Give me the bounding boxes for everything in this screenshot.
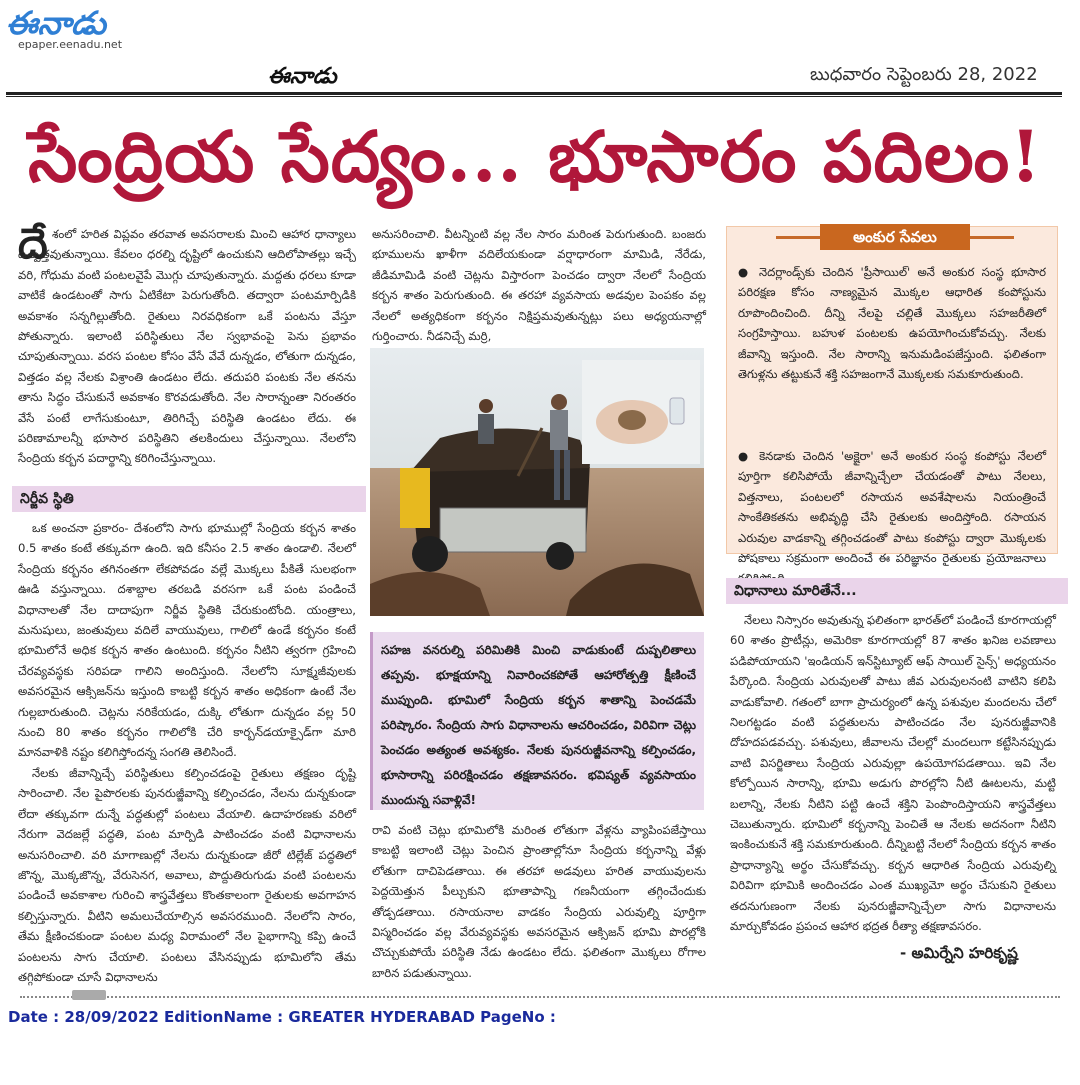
publication-date: బుధవారం సెప్టెంబరు 28, 2022 [810,64,1038,85]
byline: - అమిర్నేని హరికృష్ణ [900,944,1018,962]
logo-text: ఈనాడు [6,4,106,42]
header-rule-thin [6,96,1062,97]
paper-name: ఈనాడు [268,64,337,89]
subhead-vidhanalu: విధానాలు మారితేనే... [726,578,1068,604]
site-url[interactable]: epaper.eenadu.net [18,38,123,51]
header-rule [6,92,1062,95]
subhead-nirjiva: నిర్జీవ స్థితి [12,486,366,512]
pull-quote: సహజ వనరుల్ని పరిమితికి మించి వాడుకుంటే దుష్పలితాలు తప్పవు. భూక్షయాన్ని నివారించకపోతే ఆహారోత్పత్తి క్షీణించే ముప్పుంది. భూమిలో సేంద్రియ కర్బన శాతాన్ని పెంచడమే పరిష్కారం. సేంద్రియ సాగు విధానాలను ఆచరించడం, విరివిగా చెట్లు పెంచడం అత్యంత అవశ్యకం. నేలకు పునరుజ్జీవనాన్ని కల్పించడం, భూసారాన్ని పరిరక్షించడం తక్షణావసరం. భవిష్యత్ వ్యవసాయం ముందున్న సవాళ్లివే! [370,632,704,810]
column-2-top [372,224,706,342]
scroll-handle[interactable] [72,990,106,1000]
column-1-body [18,518,356,984]
body-paragraph: నేలకు జీవాన్నిచ్చే పరిస్థితులు కల్పించడంపై రైతులు తక్షణం దృష్టి సారించాలి. నేల పైపొరలకు పునరుజ్జీవాన్ని కల్పించడం, నేలను దున్నకుండా లేదా తక్కువగా దున్నే పద్ధతుల్లో పంటలు వేయాలి. ఉదాహరణకు వరిలో నేరుగా వెదజల్లే పద్ధతి, పంట మార్పిడి పాటించడం వంటి విధానాలను అనుసరించాలి. వరి మాగాణుల్లో నేలను దున్నకుండా జీరో టిల్లేజ్ పద్ధతిలో జొన్న, మొక్కజొన్న, వేరుసెనగ, అవాలు, పొద్దుతిరుగుడు వంటి పంటలను పండించే అవకాశాల గురించి శాస్త్రవేత్తలు కొంతకాలంగా రైతులకు అవగాహన కల్పిస్తున్నారు. వీటిని అమలుచేయాల్సిన అవసరముంది. నేలలోని సారం, తేమ క్షీణించకుండా పంటల మధ్య విరామంలో నేల పైభాగాన్ని కప్పి ఉంచే పంటలను సాగు చేయాలి. పంటలు వేసినప్పుడు భూమిలోని తేమ తగ్గిపోకుండా చూసే విధానాలను [18,765,356,984]
article-photo [370,348,704,616]
page-divider [20,996,1060,998]
edition-footer: Date : 28/09/2022 EditionName : GREATER HYDERABAD PageNo : [8,1008,556,1026]
column-2-bottom [372,820,706,980]
body-paragraph: రావి వంటి చెట్లు భూమిలోకి మరింత లోతుగా వేళ్లను వ్యాపింపజేస్తాయి కాబట్టి ఇలాంటి చెట్లు పెంచిన ప్రాంతాల్లోనూ సేంద్రియ కర్బనాన్ని వేళ్లు లోతుగా దాచిపెడతాయి. ఈ తరహా అడవులు హరిత వాయువులను పెద్దయెత్తున పీల్చుకుని భూతాపాన్ని గణనీయంగా తగ్గించేందుకు తోడ్పడతాయి. రసాయనాల వాడకం సేంద్రియ ఎరువుల్ని పూర్తిగా విస్మరించడం వల్ల వేరువ్యవస్థకు అవసరమైన ఆక్సిజన్ భూమి పొరల్లోకి చొచ్చుకుపోయే పరిస్థితి నేడు ఉండటం లేదు. ఫలితంగా మొక్కలు రోగాల బారిన పడుతున్నాయి. [372,823,706,980]
article-headline: సేంద్రియ సేద్యం... భూసారం పదిలం! [28,115,1042,198]
body-paragraph: అనుసరించాలి. వీటన్నింటి వల్ల నేల సారం మరింత పెరుగుతుంది. బంజరు భూములను ఖాళీగా వదిలేయకుండా వర్షాధారంగా మామిడి, నేరేడు, జీడిమామిడి వంటి చెట్లను విస్తారంగా పెంచడం ద్వారా నేలలో సేంద్రియ కర్బన శాతం పెరుగుతుంది. ఈ తరహా వ్యవసాయ అడవుల పెంపకం వల్ల నేలలో అత్యధికంగా కర్బనం నిక్షిప్తమవుతున్నట్లు పలు అధ్యయనాల్లో గుర్తించారు. నీడనిచ్చే మర్రి, [372,227,706,344]
box-item-1: ● నెదర్లాండ్స్‌కు చెందిన 'ప్రీసాయిల్' అనే అంకుర సంస్థ భూసార పరిరక్షణ కోసం నాణ్యమైన మొక్కల ఆధారిత కంపోస్టును రూపొందించింది. దీన్ని నేలపై చల్లితే మొక్కలు సహజరీతిలో సంగ్రహిస్తాయి. బహుళ పంటలకు ఉపయోగించుకోవచ్చు. నేలకు జీవాన్ని ఇస్తుంది. నేల సారాన్ని ఇనుమడింపజేస్తుంది. ఫలితంగా తెగుళ్లను తట్టుకునే శక్తి సహజంగానే మొక్కలకు సమకూరుతుంది. [738,265,1046,382]
body-paragraph: నేలలు నిస్సారం అవుతున్న ఫలితంగా భారత్‌లో పండించే కూరగాయల్లో 60 శాతం ప్రొటీన్లు, అమెరికా కూరగాయల్లో 87 శాతం ఖనిజ లవణాలు పడిపోయాయని 'ఇండియన్ ఇన్‌స్టిట్యూట్ ఆఫ్ సాయిల్ సైన్స్' అధ్యయనం పేర్కొంది. సేంద్రియ ఎరువులతో పాటు జీవ ఎరువులనంటి వాటిని కలిపి వాడుకోవాలి. గతంలో బాగా ప్రాచుర్యంలో ఉన్న పశువుల మందలను చేలో నిలగట్టడం వంటి పద్ధతులను పాటించడం నేల పునరుజ్జీవానికి దోహదపడవచ్చు. పశువులు, జీవాలను చేలల్లో మందలుగా కట్టేసినప్పుడు వాటి విసర్జితాలు సేంద్రియ ఎరువుల్లా ఉపయోగపడతాయి. ఇవి నేల కోల్పోయిన సారాన్ని, భూమి అడుగు పొరల్లోని నీటి ఊటలను, మట్టి బలాన్ని, నేలకు నీటిని పట్టి ఉంచే శక్తిని పెంపొందిస్తాయని శాస్త్రవేత్తలు చెబుతున్నారు. భూమిలో కర్బనాన్ని పెంచితే ఆ నేలకు అదనంగా నీటిని ఇంకించుకునే శక్తి సమకూరుతుంది. దీన్నిబట్టి నేలలో సేంద్రియ కర్బన శాతం ప్రాధాన్యాన్ని అర్థం చేసుకోవచ్చు. కర్బన ఆధారిత సేంద్రియ ఎరువుల్ని విరివిగా భూమికి అందించడం ఎంత ముఖ్యమో అర్థం చేసుకుని రైతులు తదనుగుణంగా నేలకు పునరుజ్జీవాన్నిచ్చేలా సాగు విధానాలను మార్చుకోవడం ప్రపంచ ఆహార భద్రత రీత్యా తక్షణావసరం. [730,613,1056,934]
box-title: అంకుర సేవలు [820,224,970,250]
body-paragraph: ఒక అంచనా ప్రకారం- దేశంలోని సాగు భూముల్లో సేంద్రియ కర్బన శాతం 0.5 శాతం కంటే తక్కువగా ఉంది. ఇది కనీసం 2.5 శాతం ఉండాలి. నేలలో సేంద్రియ కర్బనం తగినంతగా లేకపోవడం వల్లే మొక్కలు పీకితే సులభంగా ఊడి వస్తున్నాయి. దశాబ్దాల తరబడి వరసగా ఒకే పంట పండించే విధానాలతో నేల దాదాపుగా నిర్జీవ స్థితికి చేరుకుంటోంది. యంత్రాలు, మనుషులు, జంతువులు వదిలే వాయువులు, గాలిలో ఉండే కర్బనం కంటే భూమిలోనే అధిక కర్బన శాతం ఉంటుంది. కర్బనం నీటిని త్వరగా గ్రహించి చేరవ్యవస్థకు సరిపడా గాలిని అందిస్తుంది. నేలలోని సూక్ష్మజీవులకు అవసరమైన ఆక్సిజన్‌ను ఇస్తుంది కాబట్టి కర్బన శాతం అధికంగా ఉంటే నేల గుల్లబారుతుంది. చెట్లను నరికేయడం, దుక్కి లోతుగా దున్నడం వల్ల 50 నుంచి 80 శాతం కర్బనం గాలిలోకి చేరి కార్బన్‌డయాక్సైడ్‌గా మారి మానవాళికి నష్టం కలిగిస్తోందన్న సంగతి తెలిసిందే. [18,521,356,760]
column-3-body [730,610,1056,932]
intro-paragraph [18,219,356,482]
drop-cap: దే [18,219,48,268]
box-item-2: ● కెనడాకు చెందిన 'అక్షైరా' అనే అంకుర సంస్థ కంపోస్టు నేలలో పూర్తిగా కలిసిపోయే జీవాన్నిచ్చేలా చేయడంతో పాటు నేలలు, విత్తనాలు, పంటలలో రసాయన అవశేషాలను నియంత్రించే సాంకేతికతను అభివృద్ధి చేసి రైతులకు అందిస్తోంది. రసాయన ఎరువుల వాడకాన్ని తగ్గించడంతో పాటు కంపోస్టు ద్వారా మొక్కలకు పోషకాలు సక్రమంగా అందించే ఈ పరిజ్ఞానం రైతులకు ప్రయోజనాలు [738,449,1046,566]
intro-text: శంలో హరిత విప్లవం తరవాత అవసరాలకు మించి ఆహార ధాన్యాలు ఉత్పత్తవుతున్నాయి. కేవలం ధరల్ని దృష్టిలో ఉంచుకుని ఆదిలోపాతల్లు ఇచ్చే వరి, గోధుమ వంటి పంటలవైపే మొగ్గు చూపుతున్నారు. మద్దతు ధరలు కూడా వాటికే ఉండటంతో సాగు ఏటికేటా పెరుగుతోంది. తద్వారా పంటమార్పిడికి అవకాశం సన్నగిల్లుతోంది. రైతులు నిరవధికంగా ఒకే పంటను వేస్తూ పోతున్నారు. ఇలాంటి పరిస్థితులు నేల స్వభావంపై పెను ప్రభావం చూపుతున్నాయి. వరస పంటల కోసం వేసే వేవే దున్నడం, లోతుగా దున్నడం, విత్తడం వల్ల నేలకు విశ్రాంతి ఉండటం లేదు. తదుపరి పంటకు నేల తనను తాను సిద్ధం చేసుకునే అవకాశం కొరవడుతోంది. నేల సారాన్నంతా నిరంతరం వేసే పంటే లాగేసుకుంటూ, తిరిగిచ్చే పరిస్థితి ఉండటం లేదు. ఈ పరిణామాలన్నీ భూసార పరిస్థితిని తలకిందులు చేస్తున్నాయి. నేలలోని సేంద్రియ కర్బన పదార్థాన్ని కరిగించేస్తున్నాయి. [18,227,356,466]
